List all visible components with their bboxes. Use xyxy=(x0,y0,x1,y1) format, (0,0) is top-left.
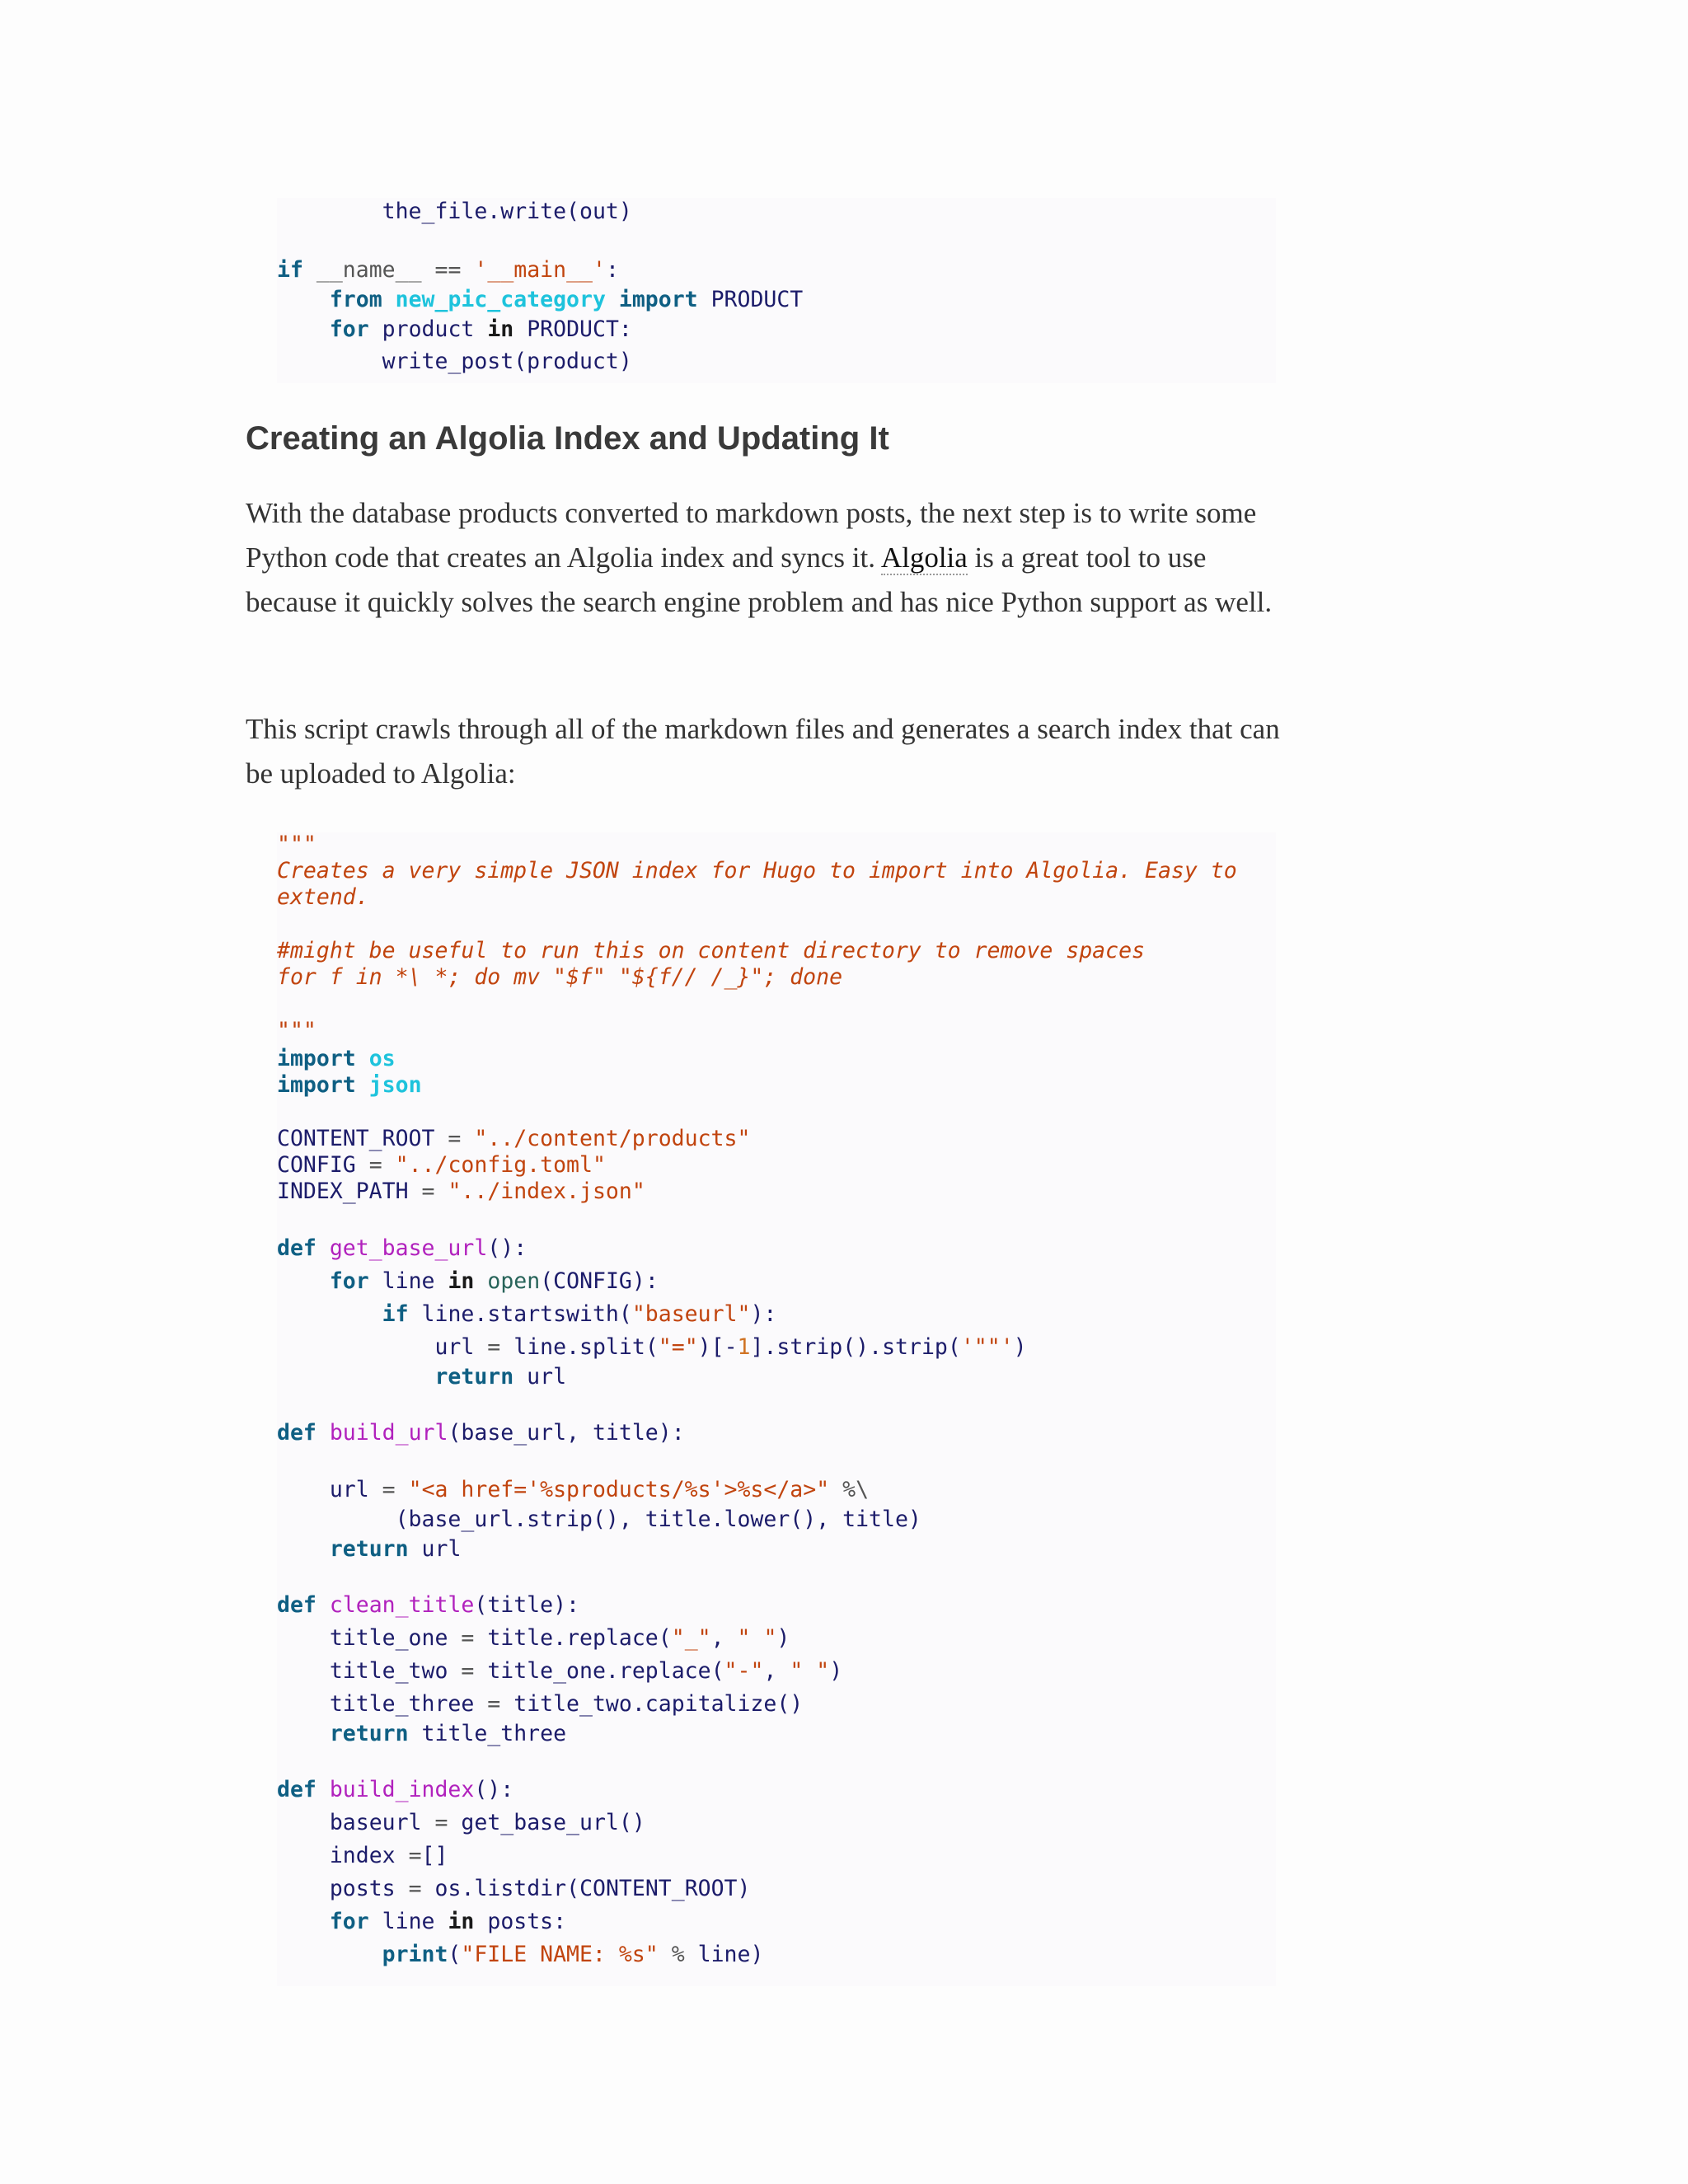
code-line: for f in *\ *; do mv "$f" "${f// /_}"; done xyxy=(277,964,843,990)
paragraph-intro xyxy=(246,491,1284,625)
code-block-main-guard xyxy=(277,198,1276,383)
paragraph-script-description: This script crawls through all of the markdown files and generates a search index that can be uploaded to Algolia: xyxy=(246,713,1280,790)
code-line: posts = os.listdir(CONTENT_ROOT) xyxy=(329,1876,751,1901)
code-line: url = "<a href='%sproducts/%s'>%s</a>" %\ xyxy=(329,1477,870,1502)
algolia-link[interactable]: Algolia xyxy=(880,541,968,574)
code-block-index-script xyxy=(277,832,1276,1986)
code-line: import os xyxy=(277,1046,396,1071)
code-line: write_post(product) xyxy=(382,349,632,374)
code-line: extend. xyxy=(277,884,369,910)
code-line: the_file.write(out) xyxy=(382,199,632,224)
code-line: baseurl = get_base_url() xyxy=(329,1810,645,1835)
code-line: import json xyxy=(277,1072,422,1098)
code-line: title_three = title_two.capitalize() xyxy=(329,1691,804,1717)
code-line: for line in posts: xyxy=(329,1909,567,1934)
code-line: for line in open(CONFIG): xyxy=(329,1268,659,1294)
code-line: from new_pic_category import PRODUCT xyxy=(329,287,804,312)
code-line: """ xyxy=(277,1018,316,1043)
code-line: if line.startswith("baseurl"): xyxy=(382,1301,777,1327)
code-line: def build_index(): xyxy=(277,1777,514,1802)
code-line: for product in PRODUCT: xyxy=(329,316,632,342)
code-line: index =[] xyxy=(329,1843,448,1868)
code-line: print("FILE NAME: %s" % line) xyxy=(382,1942,764,1967)
code-line: (base_url.strip(), title.lower(), title) xyxy=(277,1507,921,1532)
code-line: Creates a very simple JSON index for Hugo to import into Algolia. Easy to xyxy=(277,858,1237,883)
code-line: CONFIG = "../config.toml" xyxy=(277,1152,606,1178)
code-line: if __name__ == '__main__': xyxy=(277,257,619,283)
code-line: url = line.split("=")[-1].strip().strip('""') xyxy=(434,1334,1027,1360)
code-line: title_two = title_one.replace("-", " ") xyxy=(329,1658,843,1684)
code-line: def get_base_url(): xyxy=(277,1235,528,1261)
code-line: INDEX_PATH = "../index.json" xyxy=(277,1179,645,1204)
section-heading: Creating an Algolia Index and Updating It xyxy=(246,420,889,457)
code-line: return title_three xyxy=(329,1721,567,1746)
code-line: title_one = title.replace("_", " ") xyxy=(329,1625,790,1651)
code-line: CONTENT_ROOT = "../content/products" xyxy=(277,1126,751,1151)
code-line: def clean_title(title): xyxy=(277,1592,580,1618)
code-line: return url xyxy=(434,1364,567,1390)
code-line: def build_url(base_url, title): xyxy=(277,1420,685,1446)
code-line: #might be useful to run this on content directory to remove spaces xyxy=(277,938,1145,963)
paragraph-text: is a great tool to use because it quickly solves the search engine problem and has nice Python support as well. xyxy=(246,541,1273,618)
code-line: """ xyxy=(277,832,316,857)
paragraph-text: With the database products converted to markdown posts, the next step is to write some Python code that creates an Algolia index and syncs it. xyxy=(246,497,1257,574)
code-line: return url xyxy=(329,1536,462,1562)
